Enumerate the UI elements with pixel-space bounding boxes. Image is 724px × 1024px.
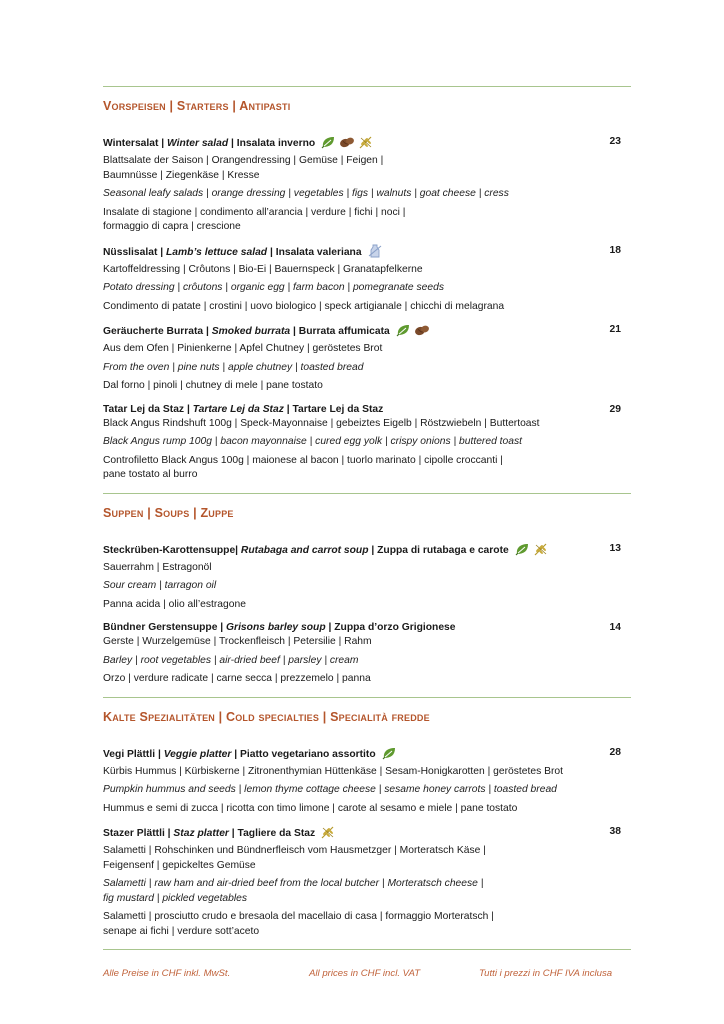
dish-name-en: Lamb’s lettuce salad bbox=[165, 246, 268, 258]
description-en: From the oven | pine nuts | apple chutney | toasted bread bbox=[103, 361, 364, 373]
dish-price: 21 bbox=[609, 324, 621, 335]
section-divider bbox=[103, 697, 631, 698]
section-title: Kalte Spezialitäten | Cold specialties | Specialità fredde bbox=[103, 709, 430, 724]
dish-price: 28 bbox=[609, 746, 621, 758]
dish-name-it: Piatto vegetariano assortito bbox=[240, 748, 376, 760]
menu-section bbox=[103, 86, 631, 483]
dish-name-de: Geräucherte Burrata bbox=[103, 326, 204, 337]
dish-name-it: Zuppa d’orzo Grigionese bbox=[334, 622, 456, 633]
description-de: Feigensenf | gepickeltes Gemüse bbox=[103, 859, 256, 871]
description-it: Condimento di patate | crostini | uovo biologico | speck artigianale | chicchi di melagrana bbox=[103, 300, 505, 312]
description-it: Hummus e semi di zucca | ricotta con timo limone | carote al sesamo e miele | pane tostato bbox=[103, 802, 518, 814]
dish-title: Bündner Gerstensuppe | Grisons barley soup | Zuppa d’orzo Grigionese bbox=[103, 622, 456, 633]
dish-name-it: Tagliere da Staz bbox=[237, 828, 316, 839]
description-it: Dal forno | pinoli | chutney di mele | pane tostato bbox=[103, 380, 323, 391]
description-it: Orzo | verdure radicate | carne secca | prezzemelo | panna bbox=[103, 673, 371, 684]
description-de: Kürbis Hummus | Kürbiskerne | Zitronenthymian Hüttenkäse | Sesam-Honigkarotten | geröstetes Brot bbox=[103, 765, 563, 777]
dish-name-it: Insalata inverno bbox=[236, 138, 316, 149]
dish-name-it: Tartare Lej da Staz bbox=[292, 403, 384, 415]
dish-name-it: Burrata affumicata bbox=[298, 326, 390, 337]
dish-name-de: Steckrüben-Karottensuppe bbox=[103, 544, 236, 556]
dish-price: 18 bbox=[609, 244, 621, 256]
description-it: Controfiletto Black Angus 100g | maionese al bacon | tuorlo marinato | cipolle croccanti | bbox=[103, 454, 503, 466]
description-it: pane tostato al burro bbox=[103, 469, 198, 480]
description-en: Black Angus rump 100g | bacon mayonnaise | cured egg yolk | crispy onions | buttered toast bbox=[103, 436, 522, 447]
dish-name-de: Bündner Gerstensuppe bbox=[103, 622, 218, 633]
description-de: Blattsalate der Saison | Orangendressing | Gemüse | Feigen | bbox=[103, 155, 384, 166]
menu-item bbox=[103, 825, 631, 939]
dish-name-en: Winter salad bbox=[167, 138, 229, 149]
description-en: Barley | root vegetables | air-dried beef | parsley | cream bbox=[103, 654, 359, 666]
dish-name-de: Wintersalat bbox=[103, 138, 159, 149]
description-it: Insalate di stagione | condimento all’arancia | verdure | fichi | noci | bbox=[103, 206, 406, 218]
description-en: Seasonal leafy salads | orange dressing | vegetables | figs | walnuts | goat cheese | cress bbox=[103, 188, 509, 199]
description-en: Potato dressing | crôutons | organic egg | farm bacon | pomegranate seeds bbox=[103, 282, 444, 293]
wheat-icon bbox=[320, 825, 336, 844]
menu-item bbox=[103, 746, 631, 817]
menu-item bbox=[103, 323, 631, 394]
footer-de: Alle Preise in CHF inkl. MwSt. bbox=[103, 968, 231, 979]
dish-price: 14 bbox=[609, 622, 621, 633]
menu-item bbox=[103, 244, 631, 315]
leaf-icon bbox=[514, 542, 530, 561]
dish-title: Vegi Plättli | Veggie platter | Piatto vegetariano assortito bbox=[103, 746, 631, 765]
leaf-icon bbox=[320, 135, 336, 154]
menu-item bbox=[103, 542, 631, 613]
dish-price: 13 bbox=[609, 542, 621, 554]
dish-name-it: Zuppa di rutabaga e carote bbox=[377, 544, 509, 556]
leaf-icon bbox=[381, 746, 397, 765]
section-divider bbox=[103, 86, 631, 87]
dish-name-it: Insalata valeriana bbox=[275, 246, 362, 258]
dish-name-en: Staz platter bbox=[173, 828, 229, 839]
dish-price: 29 bbox=[609, 403, 621, 415]
dish-name-en: Grisons barley soup bbox=[226, 622, 326, 633]
dish-name-en: Tartare Lej da Staz bbox=[192, 403, 284, 415]
dietary-icons bbox=[514, 542, 549, 561]
description-en: Salametti | raw ham and air-dried beef from the local butcher | Morteratsch cheese | bbox=[103, 878, 484, 889]
milk-icon bbox=[367, 244, 383, 263]
dietary-icons bbox=[367, 244, 383, 263]
nut-icon bbox=[414, 323, 430, 342]
description-it: Salametti | prosciutto crudo e bresaola del macellaio di casa | formaggio Morteratsch | bbox=[103, 911, 494, 922]
description-it: senape ai fichi | verdure sott’aceto bbox=[103, 925, 260, 937]
wheat-icon bbox=[533, 542, 549, 561]
description-de: Baumnüsse | Ziegenkäse | Kresse bbox=[103, 169, 260, 181]
nut-icon bbox=[339, 135, 355, 154]
description-de: Black Angus Rindshuft 100g | Speck-Mayonnaise | gebeiztes Eigelb | Röstzwiebeln | Buttertoast bbox=[103, 417, 540, 429]
dietary-icons bbox=[320, 135, 374, 154]
dish-price: 23 bbox=[609, 136, 621, 147]
dish-price: 38 bbox=[609, 826, 621, 837]
description-de: Kartoffeldressing | Crôutons | Bio-Ei | Bauernspeck | Granatapfelkerne bbox=[103, 263, 423, 275]
menu-item bbox=[103, 403, 631, 483]
description-en: fig mustard | pickled vegetables bbox=[103, 892, 248, 904]
description-de: Gerste | Wurzelgemüse | Trockenfleisch | Petersilie | Rahm bbox=[103, 636, 372, 647]
footer-en: All prices in CHF incl. VAT bbox=[309, 968, 421, 979]
dietary-icons bbox=[320, 825, 336, 844]
leaf-icon bbox=[395, 323, 411, 342]
description-en: Sour cream | tarragon oil bbox=[103, 580, 217, 591]
description-de: Aus dem Ofen | Pinienkerne | Apfel Chutney | geröstetes Brot bbox=[103, 343, 383, 354]
dish-name-de: Tatar Lej da Staz bbox=[103, 403, 185, 415]
dish-name-de: Nüsslisalat bbox=[103, 246, 158, 258]
dish-title: Stazer Plättli | Staz platter | Tagliere da Staz bbox=[103, 825, 631, 844]
menu-page bbox=[103, 86, 631, 950]
dish-name-en: Rutabaga and carrot soup bbox=[240, 544, 369, 556]
section-divider bbox=[103, 493, 631, 494]
section-title: Suppen | Soups | Zuppe bbox=[103, 505, 234, 520]
dish-title: Geräucherte Burrata | Smoked burrata | Burrata affumicata bbox=[103, 323, 631, 342]
menu-item bbox=[103, 135, 631, 235]
dish-name-de: Vegi Plättli bbox=[103, 748, 156, 760]
dish-name-en: Smoked burrata bbox=[211, 326, 291, 337]
dish-title: Wintersalat | Winter salad | Insalata inverno bbox=[103, 135, 631, 154]
description-it: formaggio di capra | crescione bbox=[103, 221, 241, 232]
section-title: Vorspeisen | Starters | Antipasti bbox=[103, 99, 291, 113]
dish-name-de: Stazer Plättli bbox=[103, 828, 165, 839]
wheat-icon bbox=[358, 135, 374, 154]
menu-item bbox=[103, 621, 631, 687]
dish-name-en: Veggie platter bbox=[163, 748, 232, 760]
description-de: Salametti | Rohschinken und Bündnerfleisch vom Hausmetzger | Morteratsch Käse | bbox=[103, 845, 486, 856]
dish-title: Tatar Lej da Staz | Tartare Lej da Staz | Tartare Lej da Staz bbox=[103, 403, 384, 415]
section-divider bbox=[103, 949, 631, 950]
menu-section bbox=[103, 493, 631, 687]
description-de: Sauerrahm | Estragonöl bbox=[103, 561, 212, 573]
description-it: Panna acida | olio all’estragone bbox=[103, 598, 246, 610]
menu-section bbox=[103, 697, 631, 940]
dish-title: Nüsslisalat | Lamb’s lettuce salad | Insalata valeriana bbox=[103, 244, 631, 263]
dish-title: Steckrüben-Karottensuppe| Rutabaga and carrot soup | Zuppa di rutabaga e carote bbox=[103, 542, 631, 561]
dietary-icons bbox=[381, 746, 397, 765]
description-en: Pumpkin hummus and seeds | lemon thyme cottage cheese | sesame honey carrots | toasted bread bbox=[103, 784, 557, 795]
dietary-icons bbox=[395, 323, 430, 342]
footer-it: Tutti i prezzi in CHF IVA inclusa bbox=[479, 968, 613, 979]
